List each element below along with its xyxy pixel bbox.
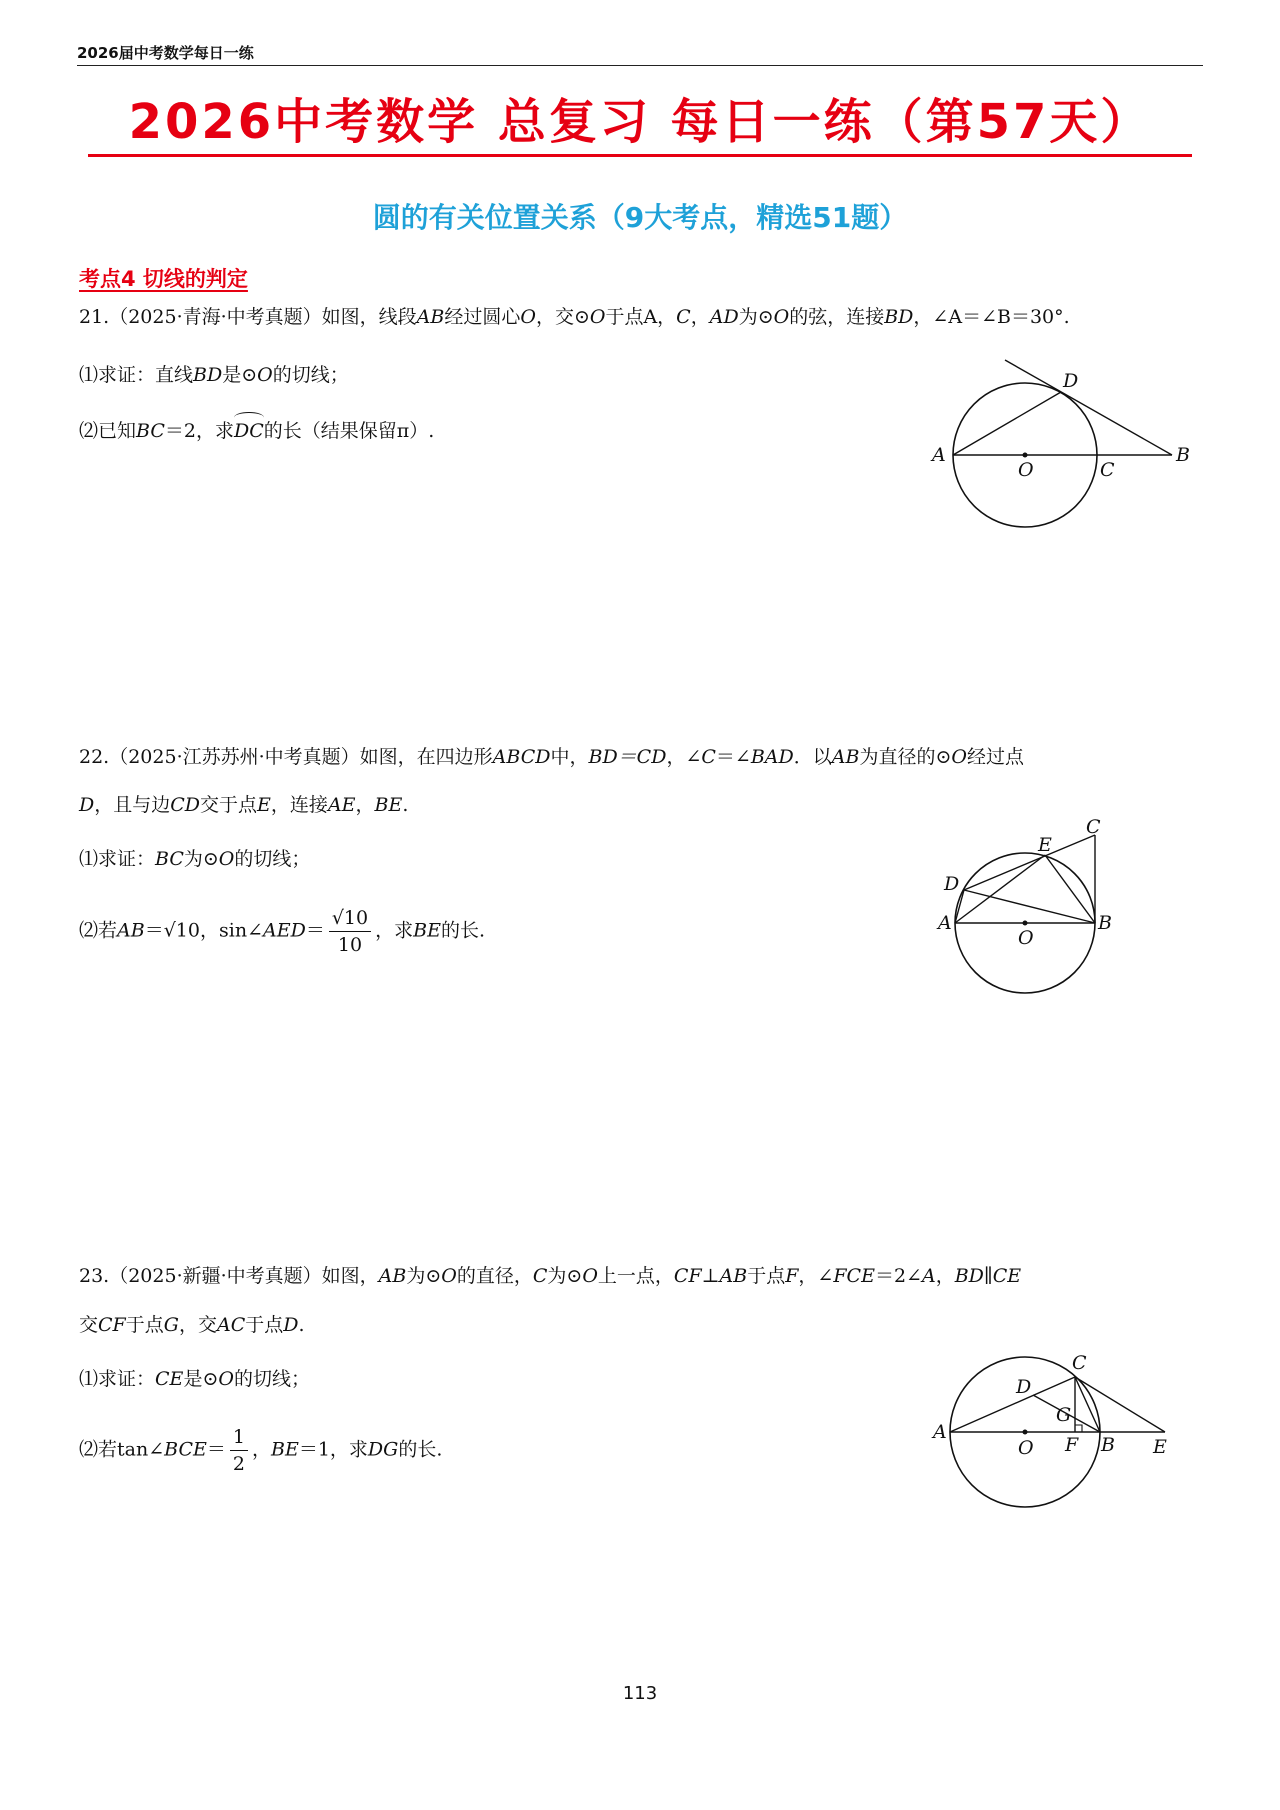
label-b: B (1098, 912, 1112, 934)
segment-ce (1075, 1377, 1165, 1432)
problem-22-part-1: ⑴求证：BC为⊙O的切线； (79, 848, 311, 870)
problem-22-stem-line-2: D，且与边CD交于点E，连接AE，BE. (79, 794, 409, 816)
label-a: A (932, 444, 946, 466)
problem-21-part-1: ⑴求证：直线BD是⊙O的切线； (79, 364, 349, 386)
problem-21-stem: 21.（2025·青海·中考真题）如图，线段AB经过圆心O，交⊙O于点A，C，AD为⊙O的弦，连接BD，∠A＝∠B＝30°. (79, 306, 1070, 328)
label-d: D (1063, 370, 1079, 392)
segment-cd (964, 835, 1095, 890)
page-title: 2026中考数学 总复习 每日一练（第57天） (128, 94, 1152, 150)
center-dot (1023, 921, 1028, 926)
label-g: G (1056, 1404, 1072, 1426)
problem-23-stem-line-2: 交CF于点G，交AC于点D. (79, 1314, 305, 1336)
center-dot (1023, 453, 1028, 458)
center-dot (1023, 1430, 1028, 1435)
label-d: D (944, 873, 960, 895)
label-o: O (1018, 1437, 1034, 1459)
problem-22-figure (930, 815, 1130, 1005)
problem-23-figure (925, 1345, 1185, 1520)
fraction: $\frac{1}{2}$ (230, 1424, 248, 1477)
problem-22-part-2: ⑵若AB＝√10，sin∠AED＝ $\frac{√10}{10}$ ，求BE的长. (79, 907, 486, 956)
label-a: A (938, 912, 952, 934)
problem-23-part-1: ⑴求证：CE是⊙O的切线； (79, 1368, 310, 1390)
label-d: D (1016, 1376, 1032, 1398)
label-f: F (1065, 1434, 1079, 1456)
segment-ad (953, 392, 1061, 455)
header-divider (77, 65, 1203, 66)
segment-bd (964, 890, 1095, 923)
segment-ae (955, 855, 1045, 923)
fraction: $\frac{√10}{10}$ (329, 905, 371, 958)
problem-21-figure (920, 355, 1200, 540)
problem-21-part-2: ⑵已知BC＝2，求DC的长（结果保留π）. (79, 420, 435, 442)
label-b: B (1176, 444, 1190, 466)
label-o: O (1018, 927, 1034, 949)
label-e: E (1153, 1436, 1167, 1458)
problem-22-stem: 22.（2025·江苏苏州·中考真题）如图，在四边形ABCD中，BD＝CD，∠C＝∠BAD．以AB为直径的⊙O经过点 (79, 746, 1024, 768)
series-header: 2026届中考数学每日一练 (77, 44, 254, 62)
right-angle-mark (1075, 1425, 1082, 1432)
title-underline (88, 154, 1192, 157)
problem-23-part-2: ⑵若tan∠BCE＝ $\frac{1}{2}$ ，BE＝1，求DG的长. (79, 1426, 443, 1475)
label-c: C (1072, 1352, 1087, 1374)
label-e: E (1038, 834, 1052, 856)
problem-23-stem: 23.（2025·新疆·中考真题）如图，AB为⊙O的直径，C为⊙O上一点，CF⊥AB于点F，∠FCE＝2∠A，BD∥CE (79, 1265, 1022, 1287)
tangent-bd (1005, 360, 1172, 455)
label-c: C (1100, 459, 1115, 481)
label-o: O (1018, 459, 1034, 481)
section-heading: 考点4 切线的判定 (79, 267, 248, 291)
page-number: 113 (622, 1683, 658, 1704)
page-subtitle: 圆的有关位置关系（9大考点，精选51题） (372, 201, 908, 234)
label-b: B (1101, 1434, 1115, 1456)
label-c: C (1086, 816, 1101, 838)
label-a: A (933, 1421, 947, 1443)
